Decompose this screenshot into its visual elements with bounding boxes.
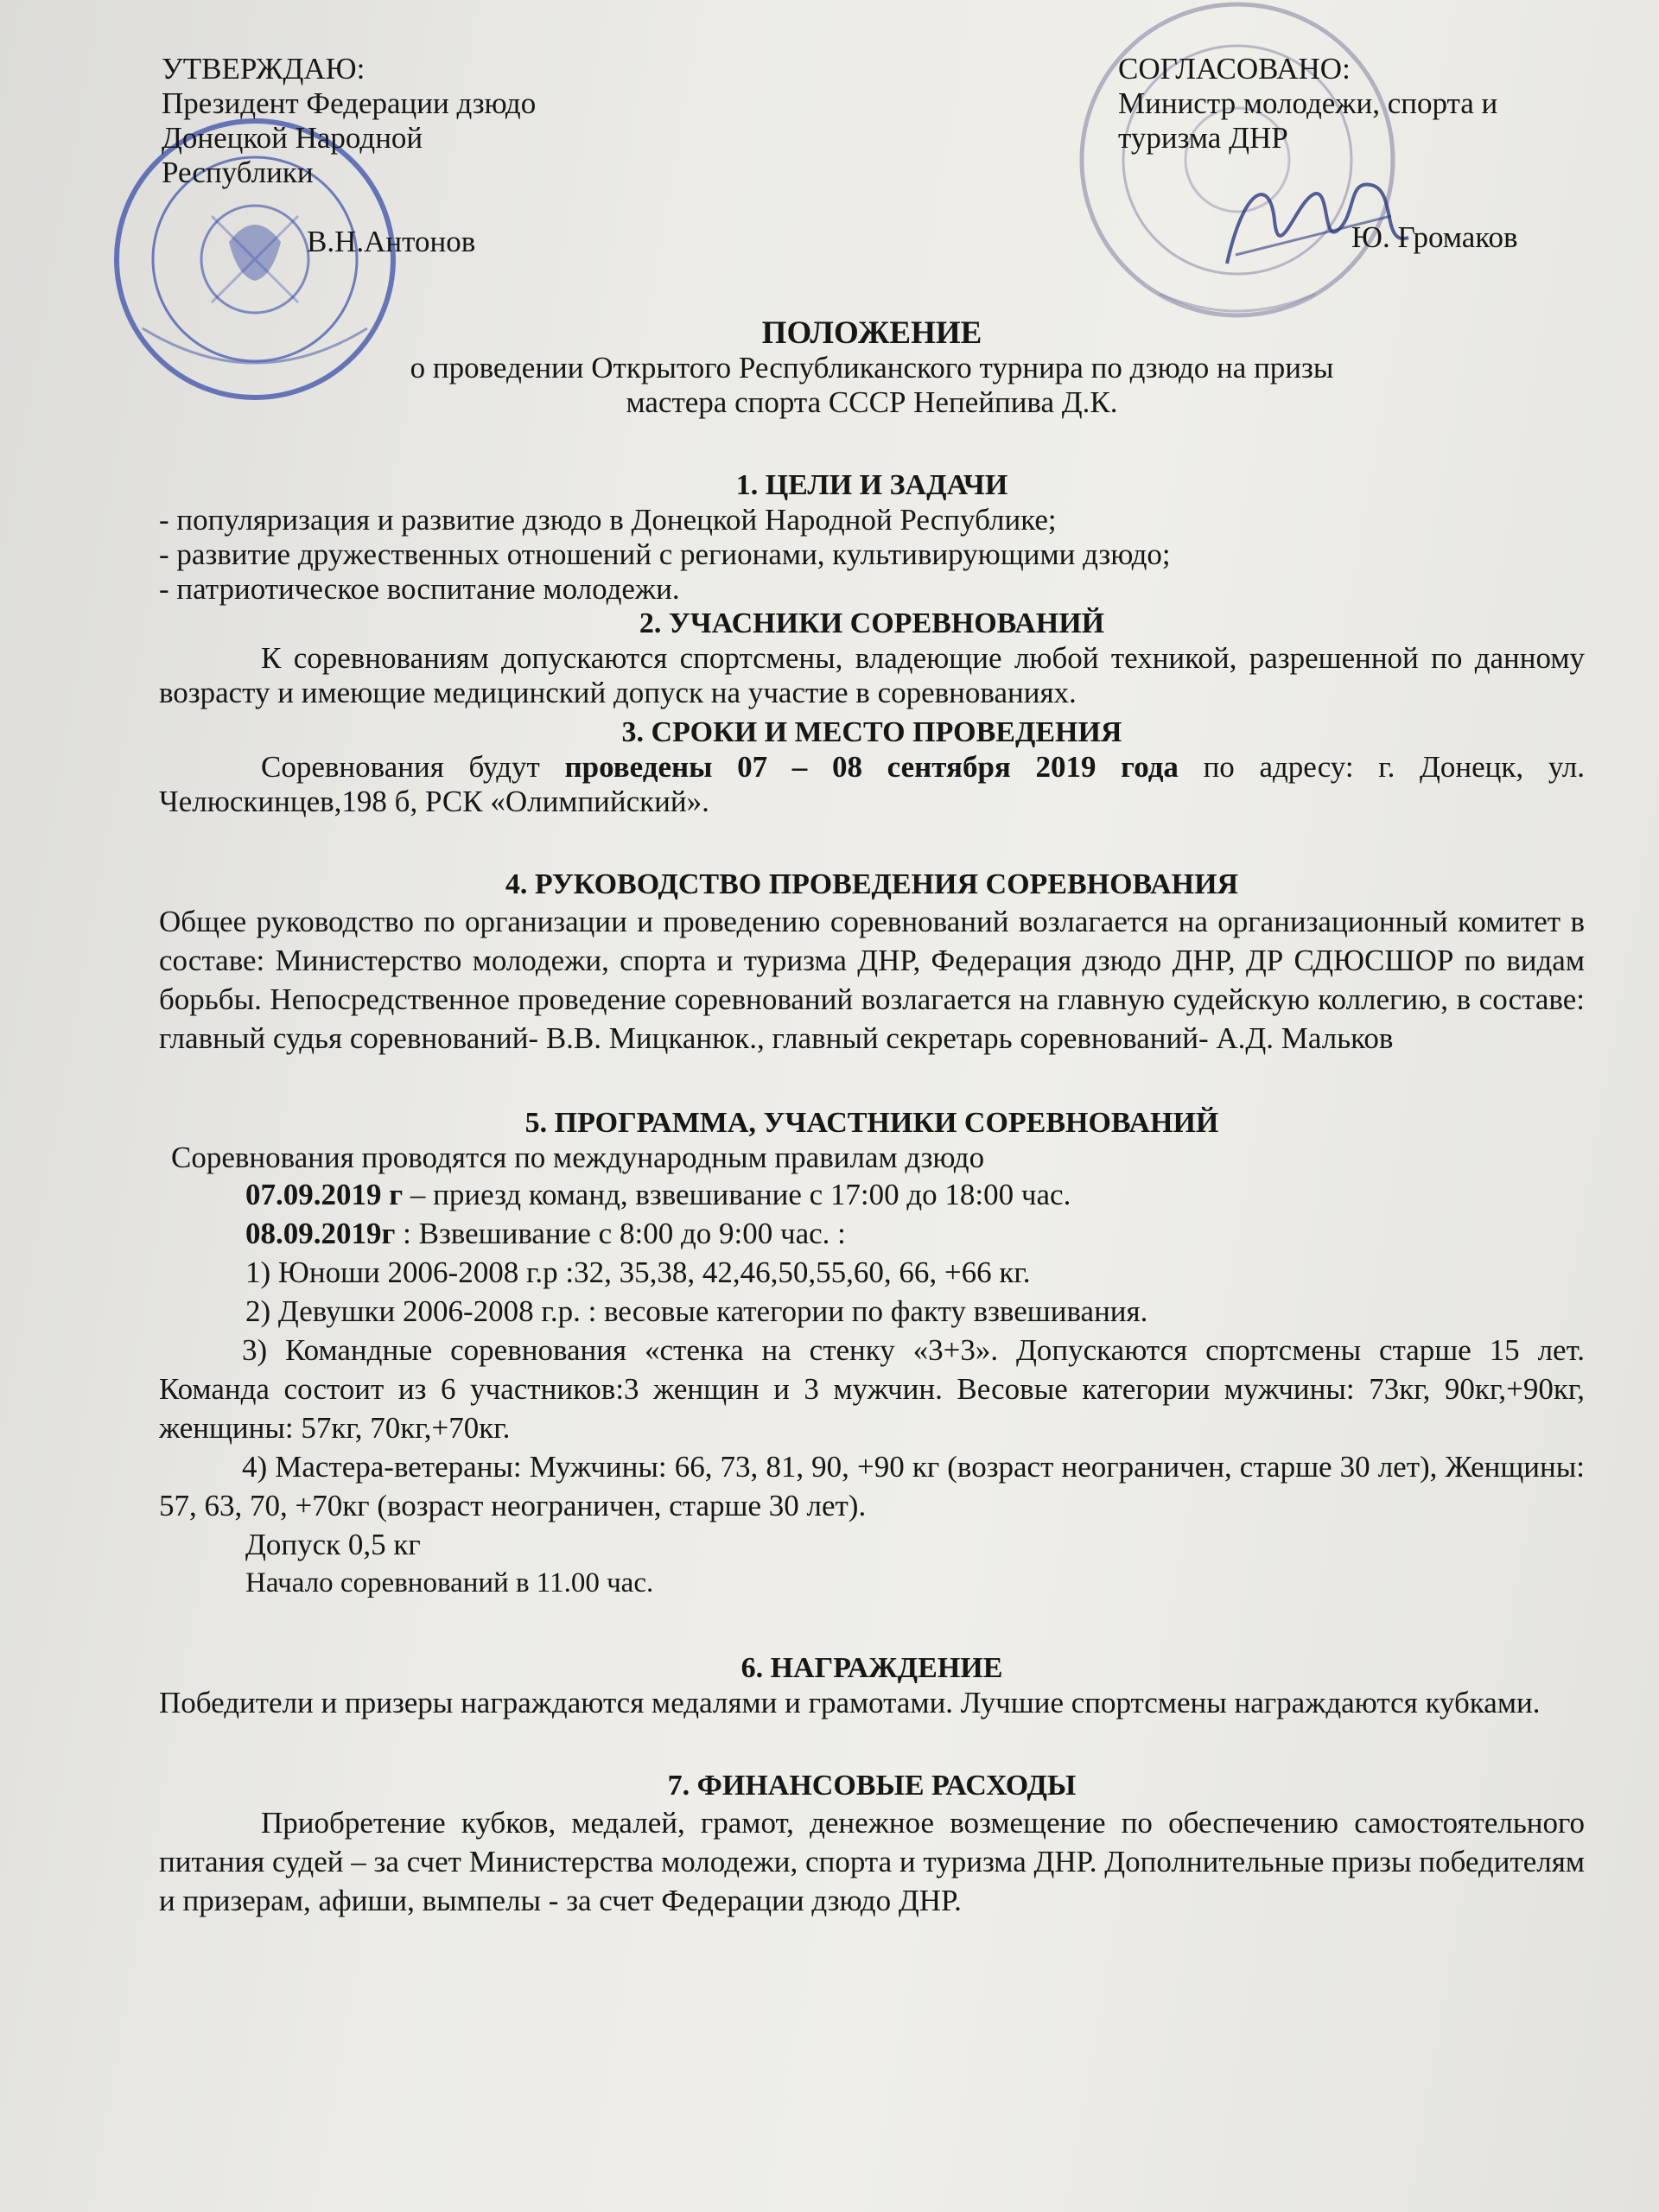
approval-block — [162, 52, 645, 259]
section-5-start-time: Начало соревнований в 11.00 час. — [245, 1567, 654, 1599]
section-3-dates: проведены 07 – 08 сентября 2019 года — [564, 750, 1179, 784]
section-5-item-2: 2) Девушки 2006-2008 г.р. : весовые категории по факту взвешивания. — [245, 1294, 1148, 1328]
section-5-item-3: 3) Командные соревнования «стенка на стенку «3+3». Допускаются спортсмены старше 15 лет. Команда состоит из 6 участников:3 женщин и 3 мужчин. Весовые категории мужчины: 73кг, 90кг,+90кг, женщины: 57кг, 70кг,+70кг. — [159, 1333, 1585, 1445]
section-1-item-1: - популяризация и развитие дзюдо в Донецкой Народной Республике; — [159, 503, 1057, 537]
agreement-heading: СОГЛАСОВАНО: — [1118, 52, 1351, 86]
agreement-block — [1118, 52, 1567, 255]
section-3-heading: 3. СРОКИ И МЕСТО ПРОВЕДЕНИЯ — [621, 716, 1122, 748]
section-5-tolerance: Допуск 0,5 кг — [245, 1528, 421, 1561]
section-1-item-2: - развитие дружественных отношений с регионами, культивирующими дзюдо; — [159, 537, 1171, 571]
section-2-text: К соревнованиям допускаются спортсмены, владеющие любой техникой, разрешенной по данному возрасту и имеющие медицинский допуск на участие в соревнованиях. — [159, 641, 1585, 709]
section-3-text-pre: Соревнования будут — [261, 750, 565, 784]
approval-line-3: Республики — [162, 156, 314, 189]
section-5-day-1-date: 07.09.2019 г — [245, 1178, 404, 1211]
section-5-day-1-text: – приезд команд, взвешивание с 17:00 до 18:00 час. — [403, 1178, 1071, 1211]
section-1-heading: 1. ЦЕЛИ И ЗАДАЧИ — [735, 469, 1008, 501]
agreement-signer: Ю. Громаков — [1351, 220, 1518, 254]
document-title: ПОЛОЖЕНИЕ — [761, 315, 982, 351]
document-body — [159, 316, 1585, 1920]
section-5-item-4: 4) Мастера-ветераны: Мужчины: 66, 73, 81, 90, +90 кг (возраст неограничен, старше 30 лет), Женщины: 57, 63, 70, +70кг (возраст неограничен, старше 30 лет). — [159, 1450, 1585, 1522]
section-7-heading: 7. ФИНАНСОВЫЕ РАСХОДЫ — [667, 1770, 1077, 1802]
approval-line-2: Донецкой Народной — [162, 121, 423, 155]
section-5-intro: Соревнования проводятся по международным правилам дзюдо — [171, 1141, 985, 1174]
document-subtitle-2: мастера спорта СССР Непейпива Д.К. — [626, 385, 1118, 419]
approval-heading: УТВЕРЖДАЮ: — [162, 52, 365, 86]
section-5-day-1 — [159, 1175, 1585, 1214]
section-5-item-1: 1) Юноши 2006-2008 г.р :32, 35,38, 42,46,50,55,60, 66, +66 кг. — [245, 1255, 1031, 1289]
agreement-line-1: Министр молодежи, спорта и — [1118, 86, 1498, 120]
approval-signer: В.Н.Антонов — [307, 225, 476, 258]
section-5-day-2 — [159, 1214, 1585, 1253]
section-6-text: Победители и призеры награждаются медалями и грамотами. Лучшие спортсмены награждаются кубками. — [159, 1686, 1541, 1719]
section-2-heading: 2. УЧАСНИКИ СОРЕВНОВАНИЙ — [639, 607, 1105, 639]
section-4-heading: 4. РУКОВОДСТВО ПРОВЕДЕНИЯ СОРЕВНОВАНИЯ — [505, 868, 1239, 900]
document-subtitle-1: о проведении Открытого Республиканского турнира по дзюдо на призы — [410, 351, 1334, 385]
section-3-text-post: по адресу: г. Донецк, ул. Челюскинцев,198 б, РСК «Олимпийский». — [159, 750, 1585, 818]
section-7-text: Приобретение кубков, медалей, грамот, денежное возмещение по обеспечению самостоятельного питания судей – за счет Министерства молодежи, спорта и туризма ДНР. Дополнительные призы победителям и призерам, афиши, вымпелы - за счет Федерации дзюдо ДНР. — [159, 1806, 1585, 1917]
section-5-day-2-text: : Взвешивание с 8:00 до 9:00 час. : — [395, 1217, 846, 1250]
approval-line-1: Президент Федерации дзюдо — [162, 86, 537, 120]
section-1-item-3: - патриотическое воспитание молодежи. — [159, 572, 680, 606]
agreement-line-2: туризма ДНР — [1118, 121, 1288, 155]
section-5-day-2-date: 08.09.2019г — [245, 1217, 396, 1250]
section-5-heading: 5. ПРОГРАММА, УЧАСТНИКИ СОРЕВНОВАНИЙ — [524, 1107, 1219, 1139]
section-3-text — [159, 750, 1585, 819]
section-4-text: Общее руководство по организации и проведению соревнований возлагается на организационный комитет в составе: Министерство молодежи, спорта и туризма ДНР, Федерация дзюдо ДНР, ДР СДЮСШОР по видам борьбы. Непосредственное проведение соревнований возлагается на главную судейскую коллегию, в составе: главный судья соревнований- В.В. Мицканюк., главный секретарь соревнований- А.Д. Мальков — [159, 905, 1585, 1055]
section-6-heading: 6. НАГРАЖДЕНИЕ — [741, 1652, 1003, 1684]
